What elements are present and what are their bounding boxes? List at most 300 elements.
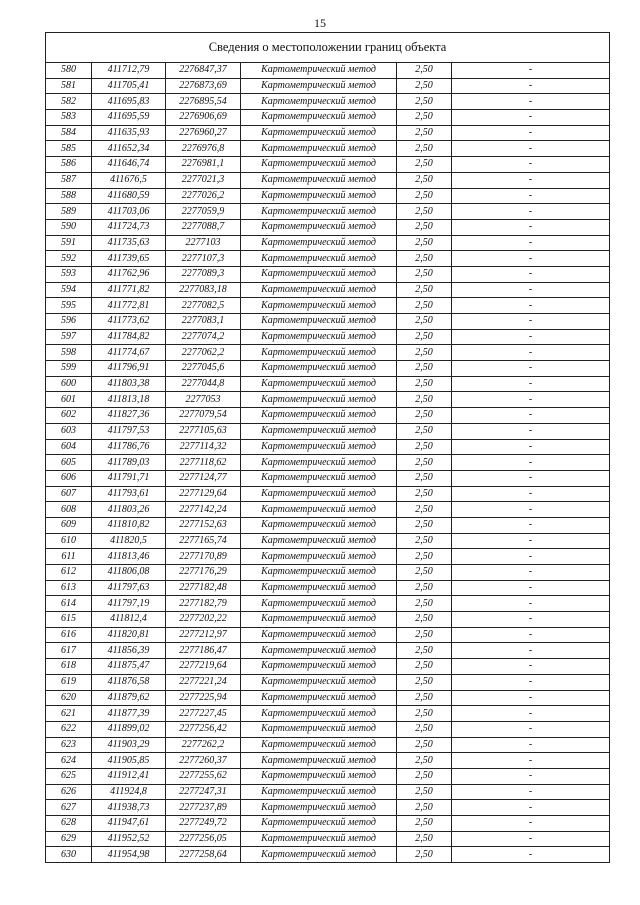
point-number-cell: 616 bbox=[46, 627, 92, 643]
method-cell: Картометрический метод bbox=[241, 110, 397, 126]
y-coordinate-cell: 2277142,24 bbox=[166, 502, 241, 518]
accuracy-cell: 2,50 bbox=[397, 361, 452, 377]
method-cell: Картометрический метод bbox=[241, 580, 397, 596]
method-cell: Картометрический метод bbox=[241, 800, 397, 816]
table-row bbox=[46, 78, 610, 94]
table-row bbox=[46, 408, 610, 424]
method-cell: Картометрический метод bbox=[241, 125, 397, 141]
y-coordinate-cell: 2277079,54 bbox=[166, 408, 241, 424]
method-cell: Картометрический метод bbox=[241, 706, 397, 722]
method-cell: Картометрический метод bbox=[241, 565, 397, 581]
table-row bbox=[46, 847, 610, 863]
y-coordinate-cell: 2277225,94 bbox=[166, 690, 241, 706]
y-coordinate-cell: 2277074,2 bbox=[166, 329, 241, 345]
accuracy-cell: 2,50 bbox=[397, 486, 452, 502]
note-cell: - bbox=[452, 455, 610, 471]
y-coordinate-cell: 2277089,3 bbox=[166, 266, 241, 282]
method-cell: Картометрический метод bbox=[241, 314, 397, 330]
table-row bbox=[46, 172, 610, 188]
x-coordinate-cell: 411703,06 bbox=[92, 204, 166, 220]
point-number-cell: 619 bbox=[46, 674, 92, 690]
note-cell: - bbox=[452, 800, 610, 816]
point-number-cell: 627 bbox=[46, 800, 92, 816]
point-number-cell: 589 bbox=[46, 204, 92, 220]
point-number-cell: 626 bbox=[46, 784, 92, 800]
y-coordinate-cell: 2277170,89 bbox=[166, 549, 241, 565]
accuracy-cell: 2,50 bbox=[397, 423, 452, 439]
method-cell: Картометрический метод bbox=[241, 172, 397, 188]
note-cell: - bbox=[452, 659, 610, 675]
method-cell: Картометрический метод bbox=[241, 204, 397, 220]
accuracy-cell: 2,50 bbox=[397, 674, 452, 690]
y-coordinate-cell: 2277247,31 bbox=[166, 784, 241, 800]
x-coordinate-cell: 411797,63 bbox=[92, 580, 166, 596]
point-number-cell: 584 bbox=[46, 125, 92, 141]
point-number-cell: 594 bbox=[46, 282, 92, 298]
table-row bbox=[46, 439, 610, 455]
note-cell: - bbox=[452, 674, 610, 690]
y-coordinate-cell: 2277221,24 bbox=[166, 674, 241, 690]
accuracy-cell: 2,50 bbox=[397, 580, 452, 596]
note-cell: - bbox=[452, 298, 610, 314]
method-cell: Картометрический метод bbox=[241, 408, 397, 424]
x-coordinate-cell: 411820,81 bbox=[92, 627, 166, 643]
x-coordinate-cell: 411806,08 bbox=[92, 565, 166, 581]
table-row bbox=[46, 423, 610, 439]
table-row bbox=[46, 612, 610, 628]
method-cell: Картометрический метод bbox=[241, 251, 397, 267]
note-cell: - bbox=[452, 219, 610, 235]
method-cell: Картометрический метод bbox=[241, 659, 397, 675]
x-coordinate-cell: 411774,67 bbox=[92, 345, 166, 361]
note-cell: - bbox=[452, 314, 610, 330]
y-coordinate-cell: 2277082,5 bbox=[166, 298, 241, 314]
point-number-cell: 629 bbox=[46, 831, 92, 847]
note-cell: - bbox=[452, 329, 610, 345]
x-coordinate-cell: 411875,47 bbox=[92, 659, 166, 675]
note-cell: - bbox=[452, 204, 610, 220]
point-number-cell: 608 bbox=[46, 502, 92, 518]
table-row bbox=[46, 392, 610, 408]
note-cell: - bbox=[452, 94, 610, 110]
accuracy-cell: 2,50 bbox=[397, 737, 452, 753]
note-cell: - bbox=[452, 251, 610, 267]
accuracy-cell: 2,50 bbox=[397, 502, 452, 518]
note-cell: - bbox=[452, 345, 610, 361]
note-cell: - bbox=[452, 408, 610, 424]
accuracy-cell: 2,50 bbox=[397, 298, 452, 314]
note-cell: - bbox=[452, 125, 610, 141]
table-row bbox=[46, 643, 610, 659]
x-coordinate-cell: 411786,76 bbox=[92, 439, 166, 455]
point-number-cell: 604 bbox=[46, 439, 92, 455]
x-coordinate-cell: 411813,46 bbox=[92, 549, 166, 565]
table-row bbox=[46, 125, 610, 141]
accuracy-cell: 2,50 bbox=[397, 345, 452, 361]
point-number-cell: 588 bbox=[46, 188, 92, 204]
point-number-cell: 620 bbox=[46, 690, 92, 706]
point-number-cell: 595 bbox=[46, 298, 92, 314]
method-cell: Картометрический метод bbox=[241, 78, 397, 94]
note-cell: - bbox=[452, 627, 610, 643]
point-number-cell: 628 bbox=[46, 816, 92, 832]
method-cell: Картометрический метод bbox=[241, 784, 397, 800]
table-row bbox=[46, 517, 610, 533]
note-cell: - bbox=[452, 706, 610, 722]
x-coordinate-cell: 411924,8 bbox=[92, 784, 166, 800]
point-number-cell: 601 bbox=[46, 392, 92, 408]
y-coordinate-cell: 2277249,72 bbox=[166, 816, 241, 832]
point-number-cell: 587 bbox=[46, 172, 92, 188]
y-coordinate-cell: 2277045,6 bbox=[166, 361, 241, 377]
accuracy-cell: 2,50 bbox=[397, 219, 452, 235]
x-coordinate-cell: 411879,62 bbox=[92, 690, 166, 706]
note-cell: - bbox=[452, 110, 610, 126]
point-number-cell: 580 bbox=[46, 63, 92, 79]
method-cell: Картометрический метод bbox=[241, 392, 397, 408]
table-row bbox=[46, 768, 610, 784]
x-coordinate-cell: 411796,91 bbox=[92, 361, 166, 377]
x-coordinate-cell: 411856,39 bbox=[92, 643, 166, 659]
accuracy-cell: 2,50 bbox=[397, 455, 452, 471]
point-number-cell: 598 bbox=[46, 345, 92, 361]
table-row bbox=[46, 329, 610, 345]
x-coordinate-cell: 411803,26 bbox=[92, 502, 166, 518]
x-coordinate-cell: 411820,5 bbox=[92, 533, 166, 549]
method-cell: Картометрический метод bbox=[241, 235, 397, 251]
x-coordinate-cell: 411813,18 bbox=[92, 392, 166, 408]
accuracy-cell: 2,50 bbox=[397, 172, 452, 188]
note-cell: - bbox=[452, 768, 610, 784]
method-cell: Картометрический метод bbox=[241, 266, 397, 282]
table-row bbox=[46, 580, 610, 596]
table-row bbox=[46, 706, 610, 722]
table-row bbox=[46, 110, 610, 126]
method-cell: Картометрический метод bbox=[241, 627, 397, 643]
point-number-cell: 583 bbox=[46, 110, 92, 126]
table-row bbox=[46, 784, 610, 800]
note-cell: - bbox=[452, 816, 610, 832]
x-coordinate-cell: 411797,53 bbox=[92, 423, 166, 439]
y-coordinate-cell: 2277182,79 bbox=[166, 596, 241, 612]
table-row bbox=[46, 251, 610, 267]
accuracy-cell: 2,50 bbox=[397, 643, 452, 659]
method-cell: Картометрический метод bbox=[241, 282, 397, 298]
y-coordinate-cell: 2277260,37 bbox=[166, 753, 241, 769]
method-cell: Картометрический метод bbox=[241, 533, 397, 549]
note-cell: - bbox=[452, 533, 610, 549]
x-coordinate-cell: 411712,79 bbox=[92, 63, 166, 79]
accuracy-cell: 2,50 bbox=[397, 612, 452, 628]
accuracy-cell: 2,50 bbox=[397, 721, 452, 737]
point-number-cell: 623 bbox=[46, 737, 92, 753]
table-row bbox=[46, 549, 610, 565]
y-coordinate-cell: 2277186,47 bbox=[166, 643, 241, 659]
x-coordinate-cell: 411938,73 bbox=[92, 800, 166, 816]
method-cell: Картометрический метод bbox=[241, 486, 397, 502]
x-coordinate-cell: 411789,03 bbox=[92, 455, 166, 471]
y-coordinate-cell: 2276895,54 bbox=[166, 94, 241, 110]
accuracy-cell: 2,50 bbox=[397, 439, 452, 455]
table-row bbox=[46, 674, 610, 690]
y-coordinate-cell: 2277124,77 bbox=[166, 470, 241, 486]
note-cell: - bbox=[452, 596, 610, 612]
accuracy-cell: 2,50 bbox=[397, 659, 452, 675]
accuracy-cell: 2,50 bbox=[397, 847, 452, 863]
x-coordinate-cell: 411724,73 bbox=[92, 219, 166, 235]
y-coordinate-cell: 2277165,74 bbox=[166, 533, 241, 549]
point-number-cell: 602 bbox=[46, 408, 92, 424]
point-number-cell: 621 bbox=[46, 706, 92, 722]
method-cell: Картометрический метод bbox=[241, 423, 397, 439]
page-number: 15 bbox=[314, 16, 326, 30]
y-coordinate-cell: 2277053 bbox=[166, 392, 241, 408]
accuracy-cell: 2,50 bbox=[397, 125, 452, 141]
note-cell: - bbox=[452, 141, 610, 157]
table-title-row bbox=[46, 33, 610, 63]
y-coordinate-cell: 2277258,64 bbox=[166, 847, 241, 863]
accuracy-cell: 2,50 bbox=[397, 251, 452, 267]
table-row bbox=[46, 753, 610, 769]
accuracy-cell: 2,50 bbox=[397, 565, 452, 581]
note-cell: - bbox=[452, 423, 610, 439]
y-coordinate-cell: 2276873,69 bbox=[166, 78, 241, 94]
accuracy-cell: 2,50 bbox=[397, 816, 452, 832]
accuracy-cell: 2,50 bbox=[397, 141, 452, 157]
x-coordinate-cell: 411646,74 bbox=[92, 157, 166, 173]
table-row bbox=[46, 63, 610, 79]
accuracy-cell: 2,50 bbox=[397, 533, 452, 549]
method-cell: Картометрический метод bbox=[241, 439, 397, 455]
method-cell: Картометрический метод bbox=[241, 768, 397, 784]
x-coordinate-cell: 411797,19 bbox=[92, 596, 166, 612]
note-cell: - bbox=[452, 831, 610, 847]
y-coordinate-cell: 2277256,05 bbox=[166, 831, 241, 847]
method-cell: Картометрический метод bbox=[241, 517, 397, 533]
method-cell: Картометрический метод bbox=[241, 674, 397, 690]
point-number-cell: 606 bbox=[46, 470, 92, 486]
y-coordinate-cell: 2277021,3 bbox=[166, 172, 241, 188]
table-row bbox=[46, 266, 610, 282]
point-number-cell: 630 bbox=[46, 847, 92, 863]
note-cell: - bbox=[452, 376, 610, 392]
table-row bbox=[46, 188, 610, 204]
accuracy-cell: 2,50 bbox=[397, 596, 452, 612]
y-coordinate-cell: 2277044,8 bbox=[166, 376, 241, 392]
accuracy-cell: 2,50 bbox=[397, 470, 452, 486]
method-cell: Картометрический метод bbox=[241, 847, 397, 863]
y-coordinate-cell: 2277176,29 bbox=[166, 565, 241, 581]
table-row bbox=[46, 157, 610, 173]
x-coordinate-cell: 411773,62 bbox=[92, 314, 166, 330]
accuracy-cell: 2,50 bbox=[397, 314, 452, 330]
accuracy-cell: 2,50 bbox=[397, 392, 452, 408]
accuracy-cell: 2,50 bbox=[397, 204, 452, 220]
table-row bbox=[46, 235, 610, 251]
method-cell: Картометрический метод bbox=[241, 753, 397, 769]
note-cell: - bbox=[452, 517, 610, 533]
x-coordinate-cell: 411739,65 bbox=[92, 251, 166, 267]
table-row bbox=[46, 470, 610, 486]
table-row bbox=[46, 502, 610, 518]
note-cell: - bbox=[452, 847, 610, 863]
note-cell: - bbox=[452, 549, 610, 565]
y-coordinate-cell: 2277255,62 bbox=[166, 768, 241, 784]
table-row bbox=[46, 486, 610, 502]
method-cell: Картометрический метод bbox=[241, 345, 397, 361]
accuracy-cell: 2,50 bbox=[397, 517, 452, 533]
y-coordinate-cell: 2277026,2 bbox=[166, 188, 241, 204]
note-cell: - bbox=[452, 612, 610, 628]
accuracy-cell: 2,50 bbox=[397, 235, 452, 251]
note-cell: - bbox=[452, 784, 610, 800]
y-coordinate-cell: 2276847,37 bbox=[166, 63, 241, 79]
accuracy-cell: 2,50 bbox=[397, 94, 452, 110]
x-coordinate-cell: 411877,39 bbox=[92, 706, 166, 722]
accuracy-cell: 2,50 bbox=[397, 408, 452, 424]
table-row bbox=[46, 721, 610, 737]
method-cell: Картометрический метод bbox=[241, 141, 397, 157]
table-row bbox=[46, 800, 610, 816]
x-coordinate-cell: 411791,71 bbox=[92, 470, 166, 486]
point-number-cell: 596 bbox=[46, 314, 92, 330]
point-number-cell: 618 bbox=[46, 659, 92, 675]
x-coordinate-cell: 411695,83 bbox=[92, 94, 166, 110]
x-coordinate-cell: 411771,82 bbox=[92, 282, 166, 298]
y-coordinate-cell: 2277114,32 bbox=[166, 439, 241, 455]
point-number-cell: 597 bbox=[46, 329, 92, 345]
point-number-cell: 605 bbox=[46, 455, 92, 471]
y-coordinate-cell: 2277129,64 bbox=[166, 486, 241, 502]
note-cell: - bbox=[452, 188, 610, 204]
method-cell: Картометрический метод bbox=[241, 643, 397, 659]
method-cell: Картометрический метод bbox=[241, 376, 397, 392]
table-row bbox=[46, 627, 610, 643]
y-coordinate-cell: 2277105,63 bbox=[166, 423, 241, 439]
note-cell: - bbox=[452, 282, 610, 298]
table-row bbox=[46, 141, 610, 157]
point-number-cell: 624 bbox=[46, 753, 92, 769]
table-row bbox=[46, 659, 610, 675]
note-cell: - bbox=[452, 502, 610, 518]
y-coordinate-cell: 2277212,97 bbox=[166, 627, 241, 643]
point-number-cell: 612 bbox=[46, 565, 92, 581]
point-number-cell: 609 bbox=[46, 517, 92, 533]
x-coordinate-cell: 411652,34 bbox=[92, 141, 166, 157]
point-number-cell: 611 bbox=[46, 549, 92, 565]
x-coordinate-cell: 411954,98 bbox=[92, 847, 166, 863]
method-cell: Картометрический метод bbox=[241, 188, 397, 204]
y-coordinate-cell: 2277083,1 bbox=[166, 314, 241, 330]
note-cell: - bbox=[452, 643, 610, 659]
x-coordinate-cell: 411912,41 bbox=[92, 768, 166, 784]
x-coordinate-cell: 411635,93 bbox=[92, 125, 166, 141]
point-number-cell: 582 bbox=[46, 94, 92, 110]
y-coordinate-cell: 2277237,89 bbox=[166, 800, 241, 816]
accuracy-cell: 2,50 bbox=[397, 157, 452, 173]
x-coordinate-cell: 411695,59 bbox=[92, 110, 166, 126]
accuracy-cell: 2,50 bbox=[397, 376, 452, 392]
point-number-cell: 591 bbox=[46, 235, 92, 251]
accuracy-cell: 2,50 bbox=[397, 329, 452, 345]
accuracy-cell: 2,50 bbox=[397, 282, 452, 298]
accuracy-cell: 2,50 bbox=[397, 549, 452, 565]
point-number-cell: 615 bbox=[46, 612, 92, 628]
point-number-cell: 600 bbox=[46, 376, 92, 392]
note-cell: - bbox=[452, 392, 610, 408]
point-number-cell: 585 bbox=[46, 141, 92, 157]
point-number-cell: 617 bbox=[46, 643, 92, 659]
accuracy-cell: 2,50 bbox=[397, 831, 452, 847]
table-row bbox=[46, 204, 610, 220]
x-coordinate-cell: 411812,4 bbox=[92, 612, 166, 628]
table-row bbox=[46, 94, 610, 110]
boundary-table bbox=[45, 32, 610, 863]
method-cell: Картометрический метод bbox=[241, 721, 397, 737]
method-cell: Картометрический метод bbox=[241, 816, 397, 832]
accuracy-cell: 2,50 bbox=[397, 78, 452, 94]
point-number-cell: 622 bbox=[46, 721, 92, 737]
point-number-cell: 593 bbox=[46, 266, 92, 282]
table-row bbox=[46, 376, 610, 392]
y-coordinate-cell: 2277088,7 bbox=[166, 219, 241, 235]
accuracy-cell: 2,50 bbox=[397, 110, 452, 126]
table-row bbox=[46, 565, 610, 581]
y-coordinate-cell: 2277103 bbox=[166, 235, 241, 251]
note-cell: - bbox=[452, 78, 610, 94]
x-coordinate-cell: 411762,96 bbox=[92, 266, 166, 282]
method-cell: Картометрический метод bbox=[241, 157, 397, 173]
x-coordinate-cell: 411705,41 bbox=[92, 78, 166, 94]
accuracy-cell: 2,50 bbox=[397, 188, 452, 204]
method-cell: Картометрический метод bbox=[241, 737, 397, 753]
method-cell: Картометрический метод bbox=[241, 470, 397, 486]
y-coordinate-cell: 2276906,69 bbox=[166, 110, 241, 126]
x-coordinate-cell: 411827,36 bbox=[92, 408, 166, 424]
x-coordinate-cell: 411793,61 bbox=[92, 486, 166, 502]
method-cell: Картометрический метод bbox=[241, 690, 397, 706]
x-coordinate-cell: 411905,85 bbox=[92, 753, 166, 769]
y-coordinate-cell: 2276960,27 bbox=[166, 125, 241, 141]
point-number-cell: 599 bbox=[46, 361, 92, 377]
point-number-cell: 607 bbox=[46, 486, 92, 502]
x-coordinate-cell: 411947,61 bbox=[92, 816, 166, 832]
table-row bbox=[46, 816, 610, 832]
table-row bbox=[46, 596, 610, 612]
method-cell: Картометрический метод bbox=[241, 63, 397, 79]
method-cell: Картометрический метод bbox=[241, 596, 397, 612]
x-coordinate-cell: 411903,29 bbox=[92, 737, 166, 753]
x-coordinate-cell: 411899,02 bbox=[92, 721, 166, 737]
method-cell: Картометрический метод bbox=[241, 329, 397, 345]
x-coordinate-cell: 411772,81 bbox=[92, 298, 166, 314]
accuracy-cell: 2,50 bbox=[397, 784, 452, 800]
accuracy-cell: 2,50 bbox=[397, 800, 452, 816]
x-coordinate-cell: 411784,82 bbox=[92, 329, 166, 345]
note-cell: - bbox=[452, 753, 610, 769]
note-cell: - bbox=[452, 565, 610, 581]
table-row bbox=[46, 219, 610, 235]
note-cell: - bbox=[452, 172, 610, 188]
note-cell: - bbox=[452, 486, 610, 502]
accuracy-cell: 2,50 bbox=[397, 690, 452, 706]
accuracy-cell: 2,50 bbox=[397, 627, 452, 643]
note-cell: - bbox=[452, 721, 610, 737]
point-number-cell: 586 bbox=[46, 157, 92, 173]
y-coordinate-cell: 2277219,64 bbox=[166, 659, 241, 675]
x-coordinate-cell: 411810,82 bbox=[92, 517, 166, 533]
point-number-cell: 603 bbox=[46, 423, 92, 439]
